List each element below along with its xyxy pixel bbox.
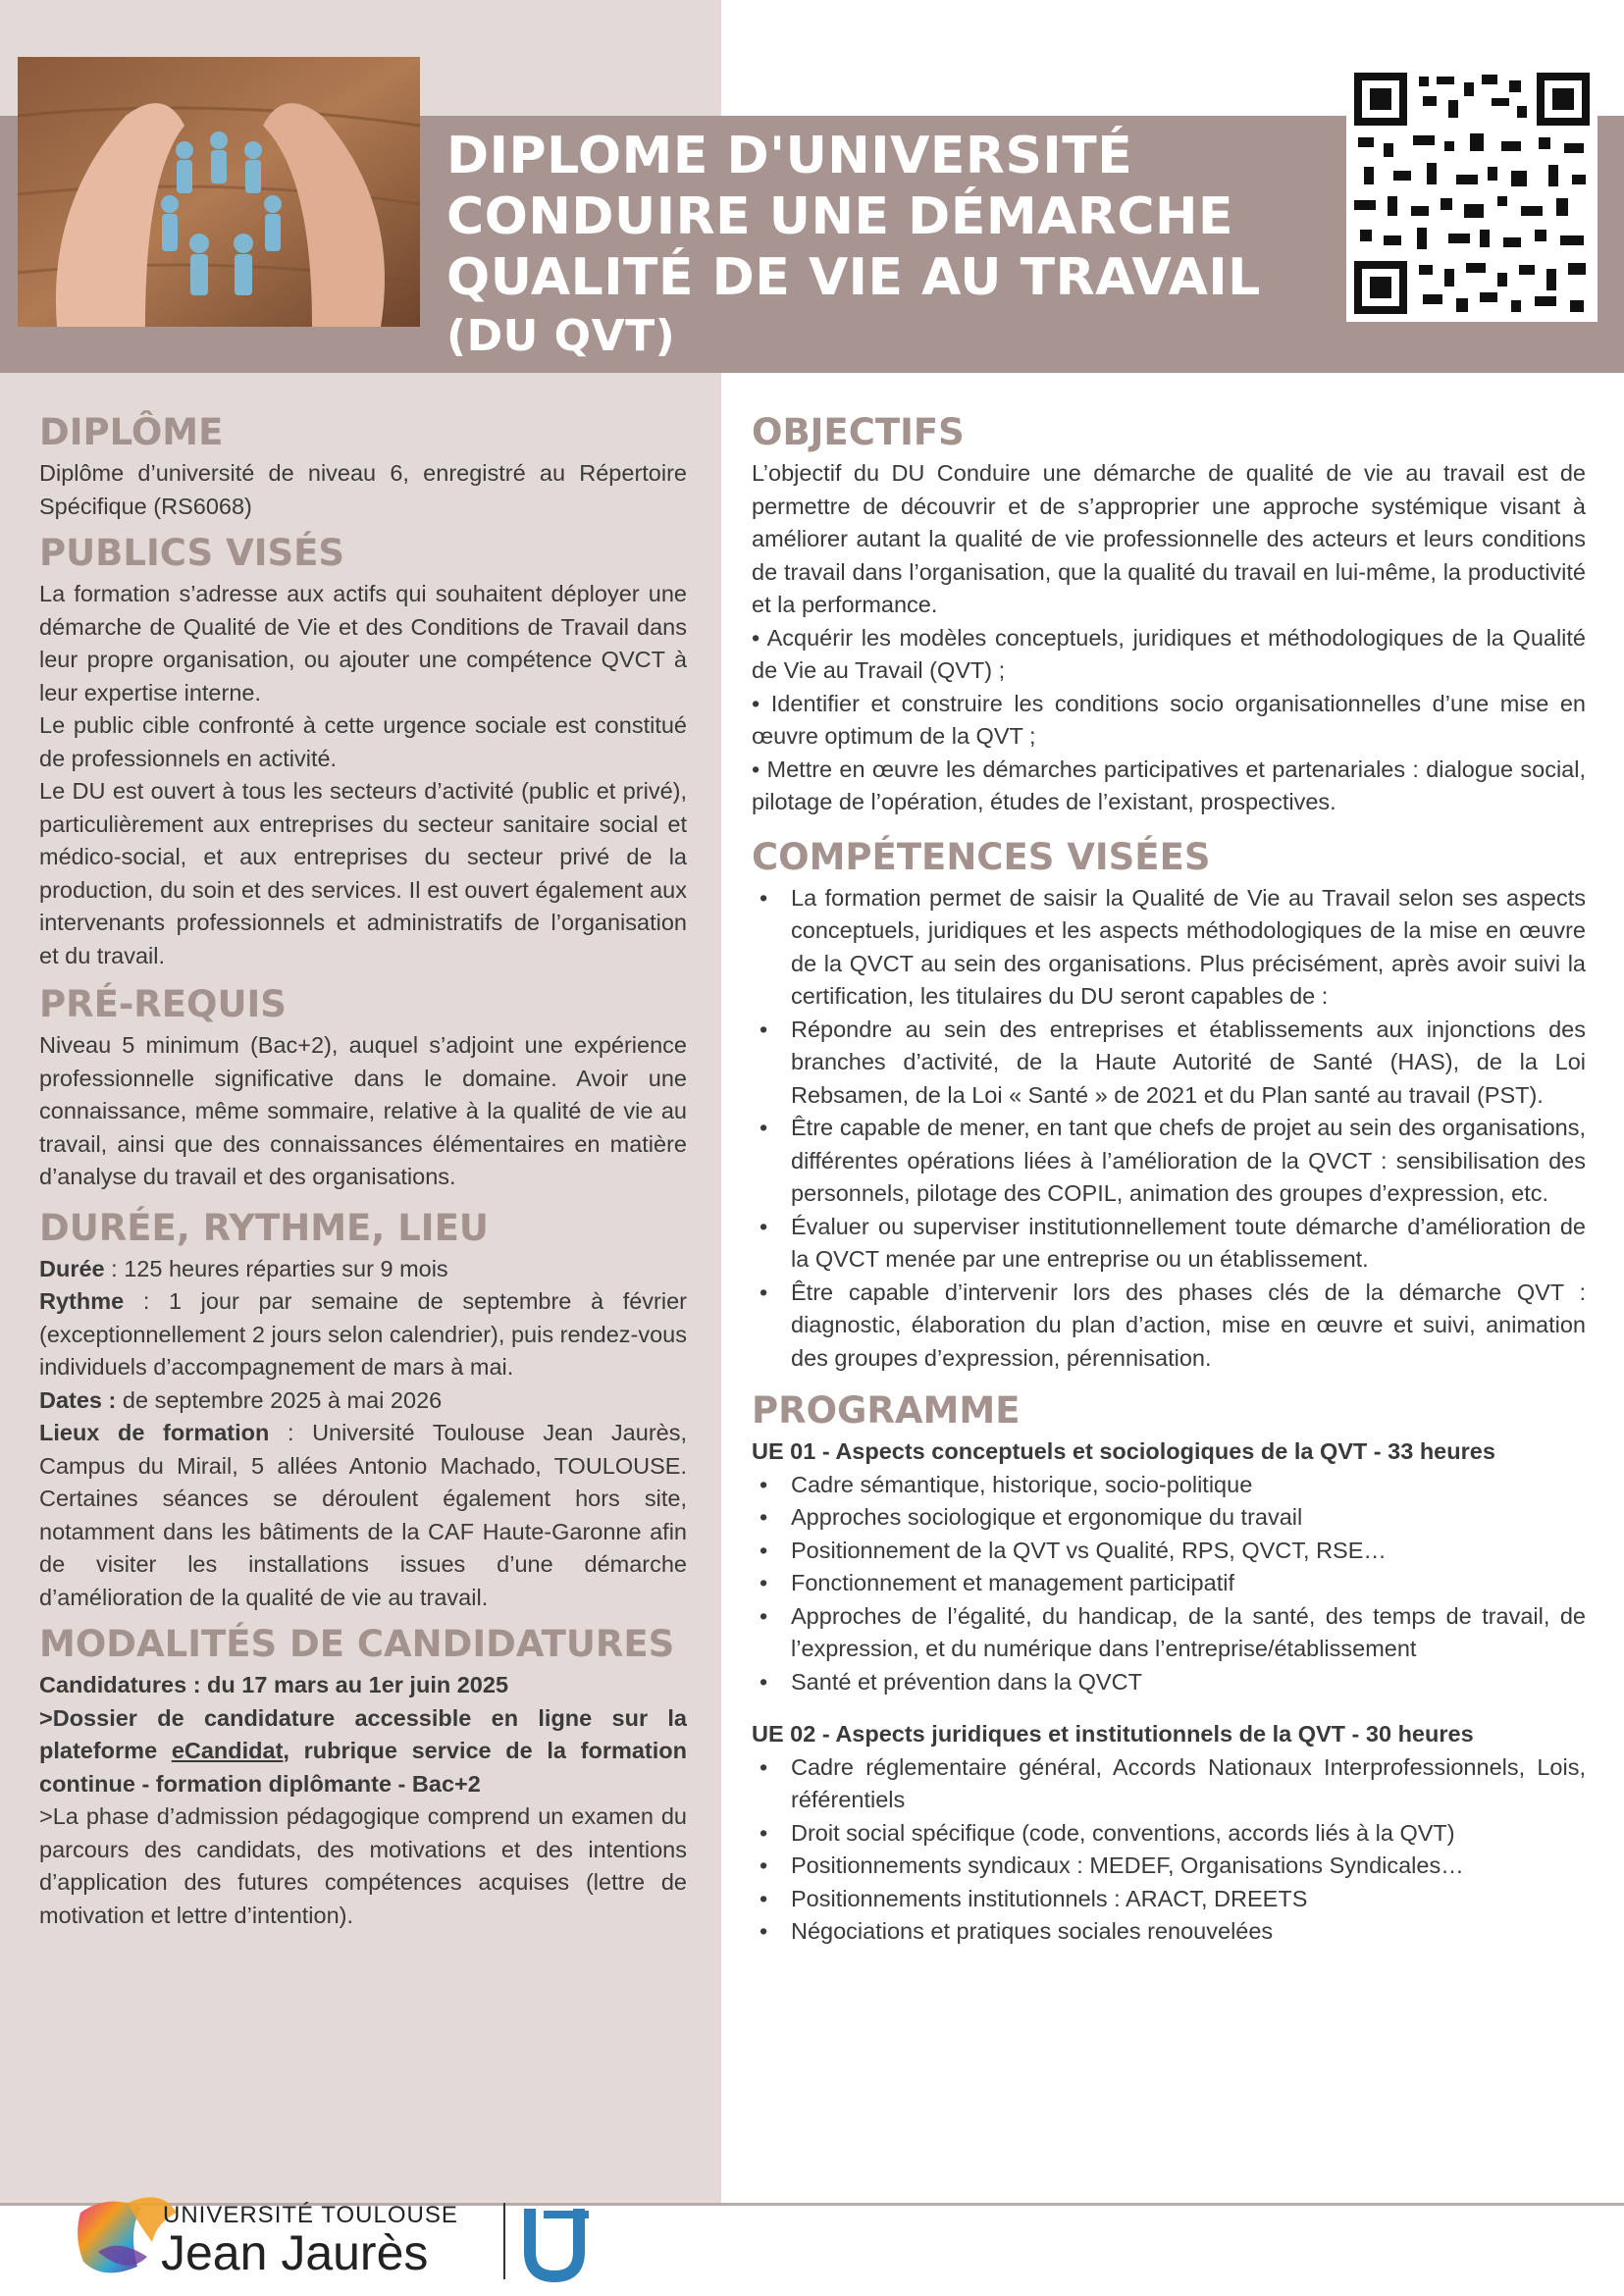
dates-line: [39, 1384, 687, 1418]
rythme-value: : 1 jour par semaine de septembre à février (exceptionnellement 2 jours selon calendrier), puis rendez-vous individuels d’accompagnement de mars à mai.: [39, 1288, 687, 1380]
ue1-item: • Approches sociologique et ergonomique du travail: [752, 1501, 1586, 1535]
objectifs-item: • Mettre en œuvre les démarches participatives et partenariales : dialogue social, pilotage de l’opération, études de l’existant, prospectives.: [752, 756, 1586, 814]
competence-item: • Répondre au sein des entreprises et établissements aux injonctions des branches d’activité, de la Haute Autorité de Santé (HAS), de la Loi Rebsamen, de la Loi « Santé » de 2021 et du Plan santé au travail (PST).: [752, 1014, 1586, 1113]
logo-line-1: UNIVERSITÉ TOULOUSE: [163, 2202, 458, 2228]
publics-p3: Le DU est ouvert à tous les secteurs d’activité (public et privé), particulièrement aux entreprises du secteur sanitaire social et médico-social, et aux entreprises du secteur privé de la production, du soin et des services. Il est ouvert également aux intervenants professionnels et administratifs de l’organisation et du travail.: [39, 778, 687, 968]
left-column: [39, 402, 687, 1932]
objectifs-item: • Identifier et construire les conditions socio organisationnelles d’une mise en œuvre optimum de la QVT ;: [752, 690, 1586, 749]
ue2-item: • Positionnements syndicaux : MEDEF, Organisations Syndicales…: [752, 1850, 1586, 1883]
section-prerequis: [39, 980, 687, 1194]
section-title-competences: COMPÉTENCES VISÉES: [752, 835, 1211, 878]
section-title-prerequis: PRÉ-REQUIS: [39, 983, 287, 1025]
ue2-item: • Droit social spécifique (code, conventions, accords liés à la QVT): [752, 1817, 1586, 1851]
objectifs-intro: L’objectif du DU Conduire une démarche de qualité de vie au travail est de permettre de découvrir et de s’approprier une approche systémique visant à améliorer autant la qualité de vie professionnelle des acteurs et leurs conditions de travail dans l’organisation, que la qualité du travail en lui-même, la productivité et la performance.: [752, 460, 1586, 617]
header-photo: [18, 57, 420, 327]
ue2-item: • Négociations et pratiques sociales renouvelées: [752, 1915, 1586, 1949]
section-objectifs: [752, 408, 1586, 819]
section-candidatures: [39, 1620, 687, 1932]
candidatures-dossier: [39, 1702, 687, 1801]
section-title-diplome: DIPLÔME: [39, 411, 224, 453]
logo-line-2: Jean Jaurès: [161, 2225, 429, 2280]
lieux-label: Lieux de formation: [39, 1420, 270, 1445]
dates-label: Dates :: [39, 1386, 117, 1413]
competence-item: • La formation permet de saisir la Qualité de Vie au Travail selon ses aspects conceptuels, juridiques et les aspects méthodologiques de la mise en œuvre de la QVCT au sein des organisations. Plus précisément, après avoir suivi la certification, les titulaires du DU seront capables de :: [752, 882, 1586, 1014]
dates-value: de septembre 2025 à mai 2026: [116, 1386, 443, 1413]
section-title-programme: PROGRAMME: [752, 1389, 1021, 1432]
ue1-item: • Positionnement de la QVT vs Qualité, RPS, QVCT, RSE…: [752, 1535, 1586, 1568]
section-duree: [39, 1204, 687, 1615]
rythme-line: [39, 1285, 687, 1384]
candidatures-admission: >La phase d’admission pédagogique comprend un examen du parcours des candidats, des motivations et des intentions d’application des futures compétences acquises (lettre de motivation et lettre d’intention).: [39, 1803, 687, 1928]
ue1-item: • Cadre sémantique, historique, socio-politique: [752, 1469, 1586, 1502]
section-competences: [752, 833, 1586, 1376]
qr-code[interactable]: [1346, 65, 1598, 322]
spacer: [752, 1698, 1586, 1718]
ue2-title: UE 02 - Aspects juridiques et institutionnels de la QVT - 30 heures: [752, 1721, 1474, 1747]
title-line-1: DIPLOME D'UNIVERSITÉ: [446, 127, 1133, 185]
section-diplome: [39, 408, 687, 523]
page-subtitle: (DU QVT): [446, 311, 676, 361]
right-column: [752, 402, 1586, 1949]
duree-line: [39, 1253, 687, 1286]
prerequis-text: Niveau 5 minimum (Bac+2), auquel s’adjoint une expérience professionnelle significative dans le domaine. Avoir une connaissance, même sommaire, relative à la qualité de vie au travail, ainsi que des connaissances élémentaires en matière d’analyse du travail et des organisations.: [39, 1032, 687, 1189]
ue2-item: • Positionnements institutionnels : ARACT, DREETS: [752, 1883, 1586, 1916]
ue2-item: • Cadre réglementaire général, Accords Nationaux Interprofessionnels, Lois, référentiels: [752, 1751, 1586, 1817]
publics-p2: Le public cible confronté à cette urgence sociale est constitué de professionnels en activité.: [39, 712, 687, 771]
university-logo[interactable]: [69, 2183, 618, 2291]
objectifs-item: • Acquérir les modèles conceptuels, juridiques et méthodologiques de la Qualité de Vie au Travail (QVT) ;: [752, 624, 1586, 683]
competence-item: • Évaluer ou superviser institutionnellement toute démarche d’amélioration de la QVCT menée par une entreprise ou un établissement.: [752, 1211, 1586, 1277]
competence-item: • Être capable d’intervenir lors des phases clés de la démarche QVT : diagnostic, élaboration du plan d’action, mise en œuvre et suivi, animation des groupes d’expression, pérennisation.: [752, 1277, 1586, 1376]
section-title-candidatures: MODALITÉS DE CANDIDATURES: [39, 1623, 675, 1665]
duree-label: Durée: [39, 1255, 105, 1281]
candidatures-dates: Candidatures : du 17 mars au 1er juin 2025: [39, 1672, 509, 1697]
duree-value: : 125 heures réparties sur 9 mois: [104, 1255, 448, 1281]
section-title-duree: DURÉE, RYTHME, LIEU: [39, 1206, 489, 1249]
publics-p1: La formation s’adresse aux actifs qui souhaitent déployer une démarche de Qualité de Vie et des Conditions de Travail dans leur propre organisation, ou ajouter une compétence QVCT à leur expertise interne.: [39, 581, 687, 705]
section-publics: [39, 529, 687, 972]
section-programme: [752, 1386, 1586, 1949]
section-title-publics: PUBLICS VISÉS: [39, 532, 345, 574]
lieux-value: : Université Toulouse Jean Jaurès, Campus du Mirail, 5 allées Antonio Machado, TOULOUSE. Certaines séances se déroulent également hors site, notamment dans les bâtiments de la CAF Haute-Garonne afin de visiter les installations issues d’une démarche d’amélioration de la qualité de vie au travail.: [39, 1420, 688, 1610]
diplome-text: Diplôme d’université de niveau 6, enregistré au Répertoire Spécifique (RS6068): [39, 460, 687, 519]
page-title: [446, 126, 1330, 365]
section-title-objectifs: OBJECTIFS: [752, 411, 965, 453]
lieux-line: [39, 1417, 687, 1614]
ue1-title: UE 01 - Aspects conceptuels et sociologiques de la QVT - 33 heures: [752, 1438, 1495, 1464]
dossier-text-post: , rubrique service de la formation continue - formation diplômante - Bac+2: [39, 1738, 687, 1797]
title-line-3: QUALITÉ DE VIE AU TRAVAIL: [446, 248, 1261, 307]
title-line-2: CONDUIRE UNE DÉMARCHE: [446, 187, 1234, 246]
rythme-label: Rythme: [39, 1288, 125, 1314]
ue1-item: • Approches de l’égalité, du handicap, de la santé, des temps de travail, de l’expression, et du numérique dans l’entreprise/établissement: [752, 1600, 1586, 1666]
ecandidat-link[interactable]: eCandidat: [171, 1738, 284, 1763]
ue1-item: • Fonctionnement et management participatif: [752, 1567, 1586, 1600]
dossier-text-pre: >Dossier de candidature accessible en ligne sur la plateforme: [39, 1704, 687, 1763]
ue1-item: • Santé et prévention dans la QVCT: [752, 1666, 1586, 1699]
competence-item: • Être capable de mener, en tant que chefs de projet au sein des organisations, différentes opérations liées à l’amélioration de la QVCT : sensibilisation des personnels, pilotage des COPIL, animation des groupes d’expression, etc.: [752, 1112, 1586, 1211]
